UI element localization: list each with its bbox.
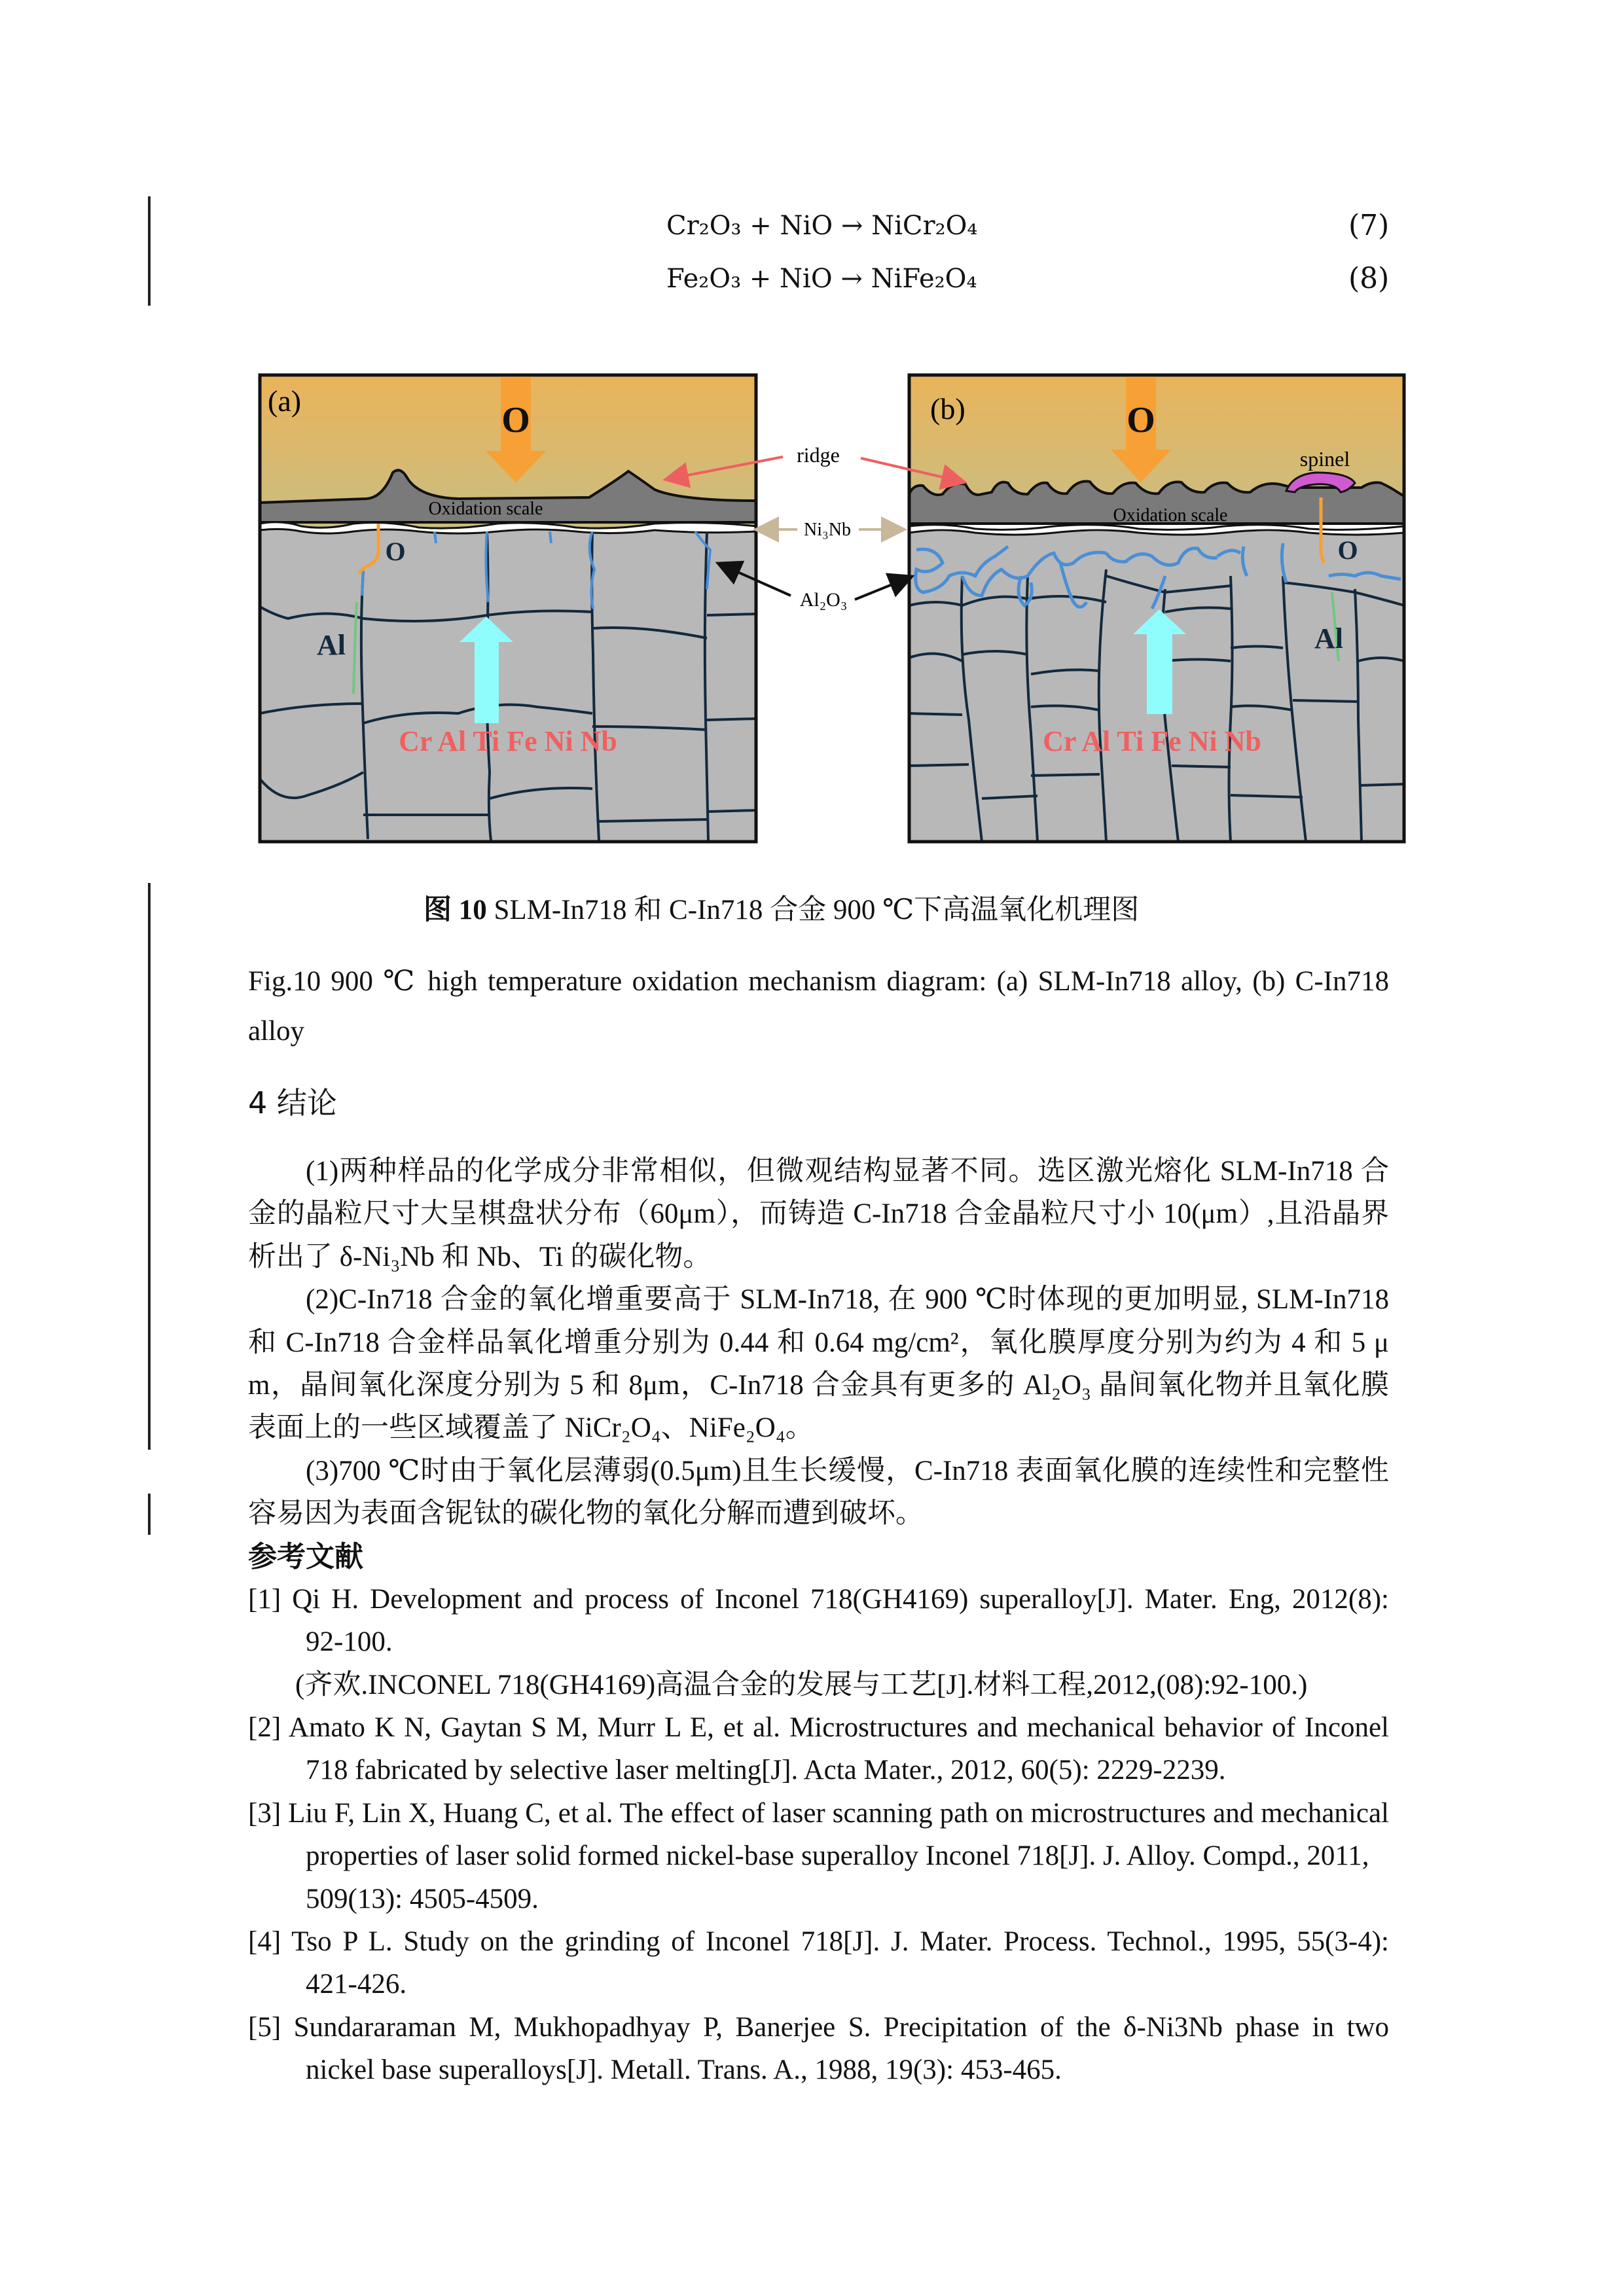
oxidation-scale-label: Oxidation scale [428,499,543,519]
al2o3-intergranular [550,531,551,543]
al2o3-intergranular [362,571,363,596]
body-text [248,1150,1389,2092]
al-label: Al [317,629,346,661]
figure-caption-en: Fig.10 900 ℃ high temperature oxidation mechanism diagram: (a) SLM-In718 alloy, (b) C-In718 [248,966,1389,997]
oxygen-small-label: O [385,537,406,566]
revision-bar [148,883,151,1450]
ni3nb-layer [909,525,1404,535]
reference-line: 92-100. [306,1626,393,1658]
panel-b [909,375,1404,842]
reference-line: [2] Amato K N, Gaytan S M, Murr L E, et al. Microstructures and mechanical behavior of Inconel [248,1712,1389,1744]
reference-line: properties of laser solid formed nickel-base superalloy Inconel 718[J]. J. Alloy. Compd., 2011, [306,1840,1369,1872]
reference-line: [4] Tso P L. Study on the grinding of Inconel 718[J]. J. Mater. Process. Technol., 1995, 55(3-4): [248,1926,1389,1958]
conclusion-line: 表面上的一些区域覆盖了 NiCr₂O₄、NiFe₂O₄。 [248,1412,814,1444]
grain-boundary [1172,766,1231,767]
figure-caption-en-cont: alloy [248,1016,304,1047]
references-heading: 参考文献 [248,1539,363,1573]
reference-line: [5] Sundararaman M, Mukhopadhyay P, Banerjee S. Precipitation of the δ-Ni3Nb phase in two [248,2011,1389,2043]
reference-line: (齐欢.INCONEL 718(GH4169)高温合金的发展与工艺[J].材料工程,2012,(08):92-100.) [295,1669,1308,1700]
grain-boundary [707,614,756,615]
oxygen-label: O [1127,400,1155,440]
conclusion-line: 容易因为表面含铌钛的碳化物的氧化分解而遭到破坏。 [248,1498,924,1530]
ni3nb-label: Ni₃Nb [804,520,851,540]
grain-boundary [1360,784,1404,785]
conclusion-line: (3)700 ℃时由于氧化层薄弱(0.5μm)且生长缓慢，C-In718 表面氧化膜的连续性和完整性 [306,1455,1389,1486]
reference-line: [1] Qi H. Development and process of Inconel 718(GH4169) superalloy[J]. Mater. Eng, 2012(8): [248,1583,1389,1615]
panel-a [260,375,756,842]
reference-line: nickel base superalloys[J]. Metall. Trans. A., 1988, 19(3): 453-465. [306,2054,1062,2086]
al-label: Al [1314,622,1343,655]
panel-label: (a) [268,384,302,418]
section-heading: 4 结论 [248,1085,337,1121]
conclusion-line: (1)两种样品的化学成分非常相似，但微观结构显著不同。选区激光熔化 SLM-In718 合 [306,1156,1389,1187]
oxygen-label: O [501,400,530,440]
grain-boundary [909,764,969,766]
oxidation-scale-label: Oxidation scale [1113,505,1228,526]
oxidation-mechanism-figure [0,0,1624,864]
conclusion-line: m，晶间氧化深度分别为 5 和 8μm，C-In718 合金具有更多的 Al₂O₃ 晶间氧化物并且氧化膜 [248,1369,1389,1401]
equation-number-8: (8) [1348,262,1390,295]
grain-boundary [707,719,756,720]
figure-number: 图 10 [424,895,487,925]
reference-line: 718 fabricated by selective laser melting[J]. Acta Mater., 2012, 60(5): 2229-2239. [306,1755,1226,1786]
reference-line: [3] Liu F, Lin X, Huang C, et al. The effect of laser scanning path on microstructures and mechanical [248,1797,1389,1829]
grain-boundary [1293,700,1358,702]
figure-caption-cn [424,892,1139,929]
revision-bar [148,1494,151,1535]
reference-line: 509(13): 4505-4509. [306,1883,539,1914]
grain-boundary [708,810,756,812]
equation-8: Fe₂O₃ + NiO → NiFe₂O₄ [666,264,977,294]
figure-caption-text: SLM-In718 和 C-In718 合金 900 ℃下高温氧化机理图 [486,895,1140,925]
al2o3-arrow-right [855,577,910,600]
conclusion-line: 金的晶粒尺寸大呈棋盘状分布（60μm），而铸造 C-In718 合金晶粒尺寸小 10(μm）,且沿晶界 [248,1198,1389,1230]
conclusion-line: (2)C-In718 合金的氧化增重要高于 SLM-In718, 在 900 ℃时体现的更加明显, SLM-In718 [306,1284,1389,1316]
conclusion-line: 和 C-In718 合金样品氧化增重分别为 0.44 和 0.64 mg/cm²，氧化膜厚度分别为约为 4 和 5 μ [248,1327,1389,1358]
equation-7: Cr₂O₃ + NiO → NiCr₂O₄ [666,211,978,241]
panel-label: (b) [930,392,965,425]
oxygen-small-label: O [1337,535,1358,565]
elements-label: Cr Al Ti Fe Ni Nb [399,725,617,757]
elements-label: Cr Al Ti Fe Ni Nb [1043,725,1261,757]
conclusion-line: 析出了 δ-Ni₃Nb 和 Nb、Ti 的碳化物。 [248,1241,712,1272]
grain-boundary [1031,774,1100,776]
ridge-label: ridge [797,443,840,467]
equation-number-7: (7) [1348,209,1390,242]
grain-boundary [909,713,962,715]
al2o3-intergranular [435,531,436,543]
reference-line: 421-426. [306,1969,407,2000]
spinel-label: spinel [1299,447,1350,471]
al2o3-label: Al₂O₃ [799,589,848,611]
